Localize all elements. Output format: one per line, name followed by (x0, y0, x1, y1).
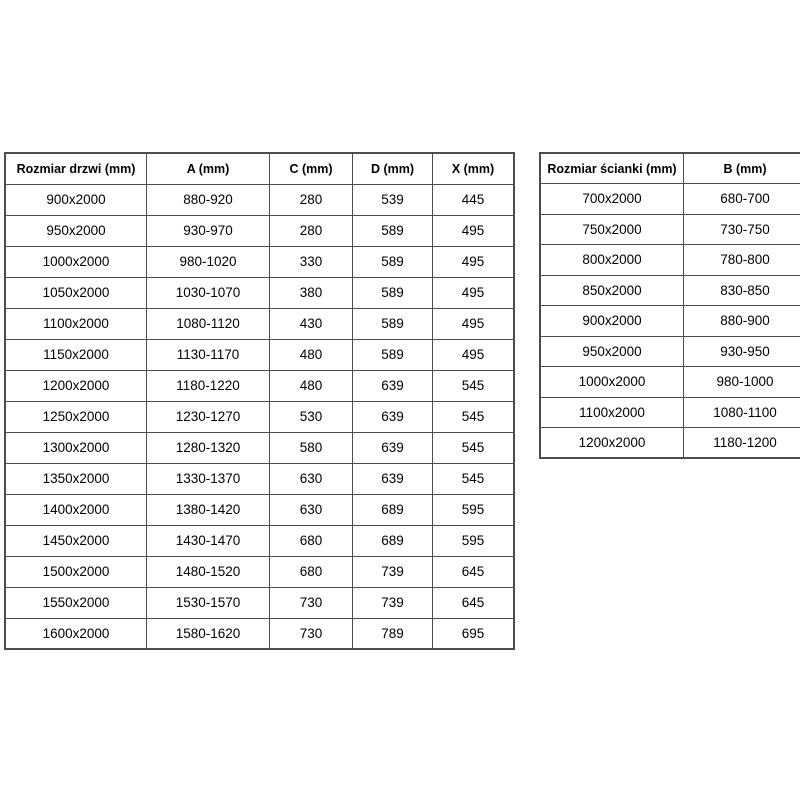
table-row (540, 336, 800, 367)
table-cell: 1450x2000 (5, 525, 147, 556)
table-cell: 630 (270, 494, 353, 525)
table-cell: 545 (433, 370, 515, 401)
table-cell: 589 (353, 308, 433, 339)
table-cell: 1100x2000 (540, 397, 684, 428)
table-cell: 689 (353, 525, 433, 556)
table-row (5, 463, 514, 494)
table-cell: 1580-1620 (147, 618, 270, 649)
table-cell: 789 (353, 618, 433, 649)
table-cell: 1280-1320 (147, 432, 270, 463)
table-cell: 639 (353, 463, 433, 494)
table-cell: 1600x2000 (5, 618, 147, 649)
table-cell: 780-800 (684, 245, 800, 276)
table-cell: 1430-1470 (147, 525, 270, 556)
column-header: B (mm) (684, 153, 800, 184)
table-cell: 1250x2000 (5, 401, 147, 432)
table-cell: 495 (433, 277, 515, 308)
table-cell: 1130-1170 (147, 339, 270, 370)
column-header: X (mm) (433, 153, 515, 184)
table-cell: 445 (433, 184, 515, 215)
table-row (5, 277, 514, 308)
table-cell: 800x2000 (540, 245, 684, 276)
table-cell: 545 (433, 463, 515, 494)
table-cell: 1550x2000 (5, 587, 147, 618)
table-cell: 1100x2000 (5, 308, 147, 339)
wall-panel-sizes-table (539, 152, 800, 459)
table-row (540, 245, 800, 276)
table-cell: 689 (353, 494, 433, 525)
table-cell: 930-970 (147, 215, 270, 246)
table-cell: 1080-1100 (684, 397, 800, 428)
table-cell: 589 (353, 339, 433, 370)
table-cell: 900x2000 (540, 306, 684, 337)
table-cell: 1180-1220 (147, 370, 270, 401)
table-cell: 480 (270, 370, 353, 401)
column-header: D (mm) (353, 153, 433, 184)
table-cell: 589 (353, 215, 433, 246)
table-cell: 1030-1070 (147, 277, 270, 308)
table-row (540, 184, 800, 215)
table-row (5, 339, 514, 370)
table-row (540, 367, 800, 398)
column-header: C (mm) (270, 153, 353, 184)
table-cell: 630 (270, 463, 353, 494)
table-cell: 1200x2000 (5, 370, 147, 401)
table-cell: 880-920 (147, 184, 270, 215)
table-cell: 480 (270, 339, 353, 370)
table-cell: 1330-1370 (147, 463, 270, 494)
table-cell: 545 (433, 401, 515, 432)
table-cell: 495 (433, 339, 515, 370)
table-cell: 380 (270, 277, 353, 308)
table-row (5, 494, 514, 525)
table-row (5, 587, 514, 618)
table-cell: 695 (433, 618, 515, 649)
door-sizes-table (4, 152, 515, 650)
table-cell: 545 (433, 432, 515, 463)
column-header: Rozmiar ścianki (mm) (540, 153, 684, 184)
table-row (5, 308, 514, 339)
table-cell: 580 (270, 432, 353, 463)
table-cell: 739 (353, 556, 433, 587)
table-cell: 730 (270, 587, 353, 618)
table-row (540, 275, 800, 306)
table-cell: 280 (270, 184, 353, 215)
table-row (540, 214, 800, 245)
table-cell: 700x2000 (540, 184, 684, 215)
table-cell: 1050x2000 (5, 277, 147, 308)
table-cell: 850x2000 (540, 275, 684, 306)
table-cell: 1350x2000 (5, 463, 147, 494)
table-cell: 1200x2000 (540, 428, 684, 459)
table-row (540, 397, 800, 428)
table-cell: 595 (433, 525, 515, 556)
table-cell: 950x2000 (5, 215, 147, 246)
table-cell: 950x2000 (540, 336, 684, 367)
table-cell: 639 (353, 401, 433, 432)
table-row (540, 428, 800, 459)
table-cell: 1000x2000 (5, 246, 147, 277)
table-cell: 900x2000 (5, 184, 147, 215)
table-row (5, 401, 514, 432)
table-cell: 589 (353, 246, 433, 277)
table-cell: 589 (353, 277, 433, 308)
table-cell: 680 (270, 556, 353, 587)
table-cell: 1000x2000 (540, 367, 684, 398)
table-cell: 1230-1270 (147, 401, 270, 432)
table-row (5, 556, 514, 587)
table-row (5, 246, 514, 277)
table-cell: 980-1020 (147, 246, 270, 277)
table-cell: 639 (353, 370, 433, 401)
table-row (5, 370, 514, 401)
table-cell: 730-750 (684, 214, 800, 245)
header-row (540, 153, 800, 184)
table-cell: 1530-1570 (147, 587, 270, 618)
table-cell: 530 (270, 401, 353, 432)
table-cell: 880-900 (684, 306, 800, 337)
table-row (540, 306, 800, 337)
table-cell: 645 (433, 587, 515, 618)
table-cell: 1480-1520 (147, 556, 270, 587)
table-cell: 730 (270, 618, 353, 649)
table-cell: 280 (270, 215, 353, 246)
table-cell: 680 (270, 525, 353, 556)
table-cell: 1080-1120 (147, 308, 270, 339)
table-cell: 1150x2000 (5, 339, 147, 370)
table-cell: 750x2000 (540, 214, 684, 245)
table-cell: 739 (353, 587, 433, 618)
table-cell: 639 (353, 432, 433, 463)
column-header: A (mm) (147, 153, 270, 184)
table-cell: 1400x2000 (5, 494, 147, 525)
table-row (5, 215, 514, 246)
table-cell: 930-950 (684, 336, 800, 367)
column-header: Rozmiar drzwi (mm) (5, 153, 147, 184)
table-row (5, 432, 514, 463)
table-cell: 539 (353, 184, 433, 215)
table-row (5, 525, 514, 556)
header-row (5, 153, 514, 184)
table-cell: 645 (433, 556, 515, 587)
table-cell: 495 (433, 246, 515, 277)
table-cell: 495 (433, 308, 515, 339)
table-cell: 430 (270, 308, 353, 339)
table-cell: 1500x2000 (5, 556, 147, 587)
table-cell: 495 (433, 215, 515, 246)
table-cell: 980-1000 (684, 367, 800, 398)
table-cell: 680-700 (684, 184, 800, 215)
table-cell: 330 (270, 246, 353, 277)
table-cell: 1180-1200 (684, 428, 800, 459)
table-row (5, 618, 514, 649)
table-cell: 595 (433, 494, 515, 525)
table-row (5, 184, 514, 215)
table-cell: 1380-1420 (147, 494, 270, 525)
table-cell: 830-850 (684, 275, 800, 306)
table-cell: 1300x2000 (5, 432, 147, 463)
